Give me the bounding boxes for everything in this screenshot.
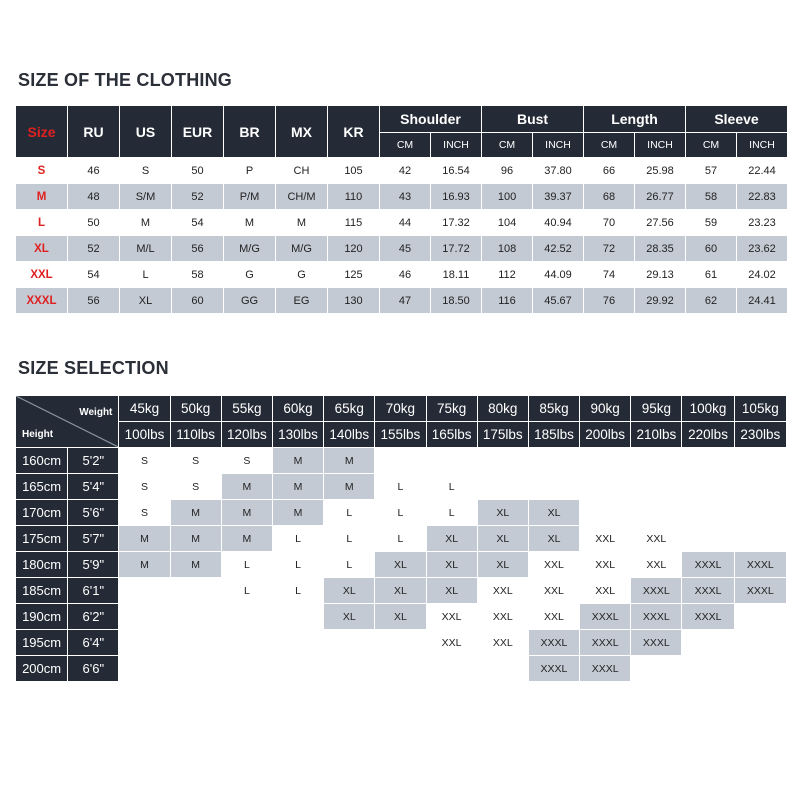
recommended-size-cell	[170, 604, 221, 630]
size-cell: 105	[328, 158, 380, 184]
recommended-size-cell: M	[170, 500, 221, 526]
recommended-size-cell	[734, 500, 786, 526]
weight-kg-header: 75kg	[426, 396, 477, 422]
size-cell: CH	[276, 158, 328, 184]
recommended-size-cell	[324, 656, 375, 682]
size-cell: M/G	[224, 236, 276, 262]
recommended-size-cell: XXL	[580, 552, 631, 578]
recommended-size-cell: XXXL	[734, 578, 786, 604]
recommended-size-cell	[734, 656, 786, 682]
recommended-size-cell	[119, 604, 170, 630]
recommended-size-cell: M	[119, 526, 170, 552]
weight-kg-header: 95kg	[631, 396, 682, 422]
recommended-size-cell: M	[324, 448, 375, 474]
header-shoulder: Shoulder	[380, 106, 482, 133]
height-cm-label: 200cm	[16, 656, 68, 682]
weight-lbs-header: 230lbs	[734, 422, 786, 448]
size-cell: 60	[686, 236, 737, 262]
height-row	[16, 500, 787, 526]
recommended-size-cell	[477, 474, 528, 500]
subheader-cm: CM	[686, 133, 737, 158]
recommended-size-cell	[119, 656, 170, 682]
weight-lbs-header: 185lbs	[528, 422, 579, 448]
header-us: US	[120, 106, 172, 158]
size-cell: 46	[68, 158, 120, 184]
recommended-size-cell	[221, 630, 272, 656]
recommended-size-cell: M	[272, 474, 323, 500]
size-cell: 54	[172, 210, 224, 236]
recommended-size-cell: XL	[528, 526, 579, 552]
recommended-size-cell: XXXL	[734, 552, 786, 578]
size-label: XL	[16, 236, 68, 262]
size-cell: M	[120, 210, 172, 236]
size-cell: 42.52	[533, 236, 584, 262]
recommended-size-cell: L	[324, 552, 375, 578]
recommended-size-cell	[682, 500, 734, 526]
recommended-size-cell: XL	[426, 526, 477, 552]
weight-lbs-header: 130lbs	[272, 422, 323, 448]
size-cell: 42	[380, 158, 431, 184]
subheader-cm: CM	[482, 133, 533, 158]
recommended-size-cell: L	[221, 578, 272, 604]
subheader-inch: INCH	[635, 133, 686, 158]
recommended-size-cell	[631, 448, 682, 474]
recommended-size-cell: M	[221, 500, 272, 526]
recommended-size-cell	[734, 630, 786, 656]
size-cell: 62	[686, 288, 737, 314]
weight-kg-header: 80kg	[477, 396, 528, 422]
size-cell: 125	[328, 262, 380, 288]
size-row	[16, 236, 788, 262]
size-cell: P/M	[224, 184, 276, 210]
size-cell: 116	[482, 288, 533, 314]
size-cell: S/M	[120, 184, 172, 210]
recommended-size-cell: S	[170, 448, 221, 474]
size-cell: 45.67	[533, 288, 584, 314]
size-cell: 50	[68, 210, 120, 236]
clothing-size-title: SIZE OF THE CLOTHING	[18, 70, 232, 90]
weight-lbs-header: 220lbs	[682, 422, 734, 448]
recommended-size-cell: XXL	[631, 526, 682, 552]
recommended-size-cell	[375, 448, 426, 474]
size-cell: 45	[380, 236, 431, 262]
recommended-size-cell: XL	[477, 526, 528, 552]
recommended-size-cell	[170, 656, 221, 682]
recommended-size-cell: M	[119, 552, 170, 578]
size-cell: 47	[380, 288, 431, 314]
height-row	[16, 578, 787, 604]
size-cell: 72	[584, 236, 635, 262]
weight-kg-header: 70kg	[375, 396, 426, 422]
recommended-size-cell	[170, 630, 221, 656]
size-cell: 57	[686, 158, 737, 184]
size-selection-table	[15, 395, 787, 682]
subheader-cm: CM	[380, 133, 431, 158]
size-cell: 112	[482, 262, 533, 288]
size-cell: M	[276, 210, 328, 236]
recommended-size-cell: XXL	[580, 526, 631, 552]
recommended-size-cell: L	[426, 474, 477, 500]
size-cell: 130	[328, 288, 380, 314]
recommended-size-cell	[272, 656, 323, 682]
height-row	[16, 604, 787, 630]
recommended-size-cell: XXL	[528, 578, 579, 604]
size-cell: GG	[224, 288, 276, 314]
recommended-size-cell: M	[170, 552, 221, 578]
recommended-size-cell	[682, 630, 734, 656]
size-selection-rows	[16, 448, 787, 682]
recommended-size-cell: XXXL	[528, 630, 579, 656]
recommended-size-cell: M	[221, 526, 272, 552]
recommended-size-cell: S	[221, 448, 272, 474]
weight-lbs-header: 120lbs	[221, 422, 272, 448]
recommended-size-cell	[119, 578, 170, 604]
header-length: Length	[584, 106, 686, 133]
size-cell: 39.37	[533, 184, 584, 210]
recommended-size-cell: XL	[477, 500, 528, 526]
weight-lbs-header: 155lbs	[375, 422, 426, 448]
header-ru: RU	[68, 106, 120, 158]
subheader-inch: INCH	[431, 133, 482, 158]
recommended-size-cell	[221, 656, 272, 682]
recommended-size-cell: M	[272, 500, 323, 526]
recommended-size-cell	[272, 604, 323, 630]
size-cell: 25.98	[635, 158, 686, 184]
recommended-size-cell: XL	[375, 552, 426, 578]
subheader-inch: INCH	[737, 133, 788, 158]
size-cell: 68	[584, 184, 635, 210]
recommended-size-cell: L	[426, 500, 477, 526]
recommended-size-cell	[682, 526, 734, 552]
header-size: Size	[16, 106, 68, 158]
recommended-size-cell	[528, 474, 579, 500]
weight-kg-header: 65kg	[324, 396, 375, 422]
size-cell: G	[224, 262, 276, 288]
size-cell: 66	[584, 158, 635, 184]
recommended-size-cell: XXXL	[682, 578, 734, 604]
size-cell: 23.62	[737, 236, 788, 262]
height-cm-label: 165cm	[16, 474, 68, 500]
height-label: Height	[22, 429, 54, 440]
height-cm-label: 170cm	[16, 500, 68, 526]
height-row	[16, 656, 787, 682]
recommended-size-cell: S	[119, 474, 170, 500]
recommended-size-cell	[682, 448, 734, 474]
recommended-size-cell: XXXL	[682, 552, 734, 578]
recommended-size-cell	[580, 474, 631, 500]
subheader-inch: INCH	[533, 133, 584, 158]
size-row	[16, 210, 788, 236]
height-ft-label: 6'6"	[68, 656, 119, 682]
recommended-size-cell	[272, 630, 323, 656]
size-cell: M	[224, 210, 276, 236]
weight-kg-header: 100kg	[682, 396, 734, 422]
size-cell: 16.54	[431, 158, 482, 184]
height-cm-label: 185cm	[16, 578, 68, 604]
clothing-size-rows	[16, 158, 788, 314]
size-cell: 54	[68, 262, 120, 288]
size-label: XXL	[16, 262, 68, 288]
weight-lbs-header: 200lbs	[580, 422, 631, 448]
size-cell: 60	[172, 288, 224, 314]
height-row	[16, 474, 787, 500]
recommended-size-cell	[477, 448, 528, 474]
size-cell: 52	[68, 236, 120, 262]
recommended-size-cell: XXXL	[580, 630, 631, 656]
size-cell: 110	[328, 184, 380, 210]
size-selection-title: SIZE SELECTION	[18, 358, 169, 378]
size-label: L	[16, 210, 68, 236]
recommended-size-cell: L	[272, 526, 323, 552]
weight-lbs-header: 165lbs	[426, 422, 477, 448]
height-ft-label: 5'9"	[68, 552, 119, 578]
recommended-size-cell: M	[324, 474, 375, 500]
size-cell: 56	[68, 288, 120, 314]
size-cell: 26.77	[635, 184, 686, 210]
size-row	[16, 262, 788, 288]
recommended-size-cell: L	[324, 500, 375, 526]
size-cell: 104	[482, 210, 533, 236]
size-cell: 56	[172, 236, 224, 262]
recommended-size-cell	[119, 630, 170, 656]
weight-kg-header: 105kg	[734, 396, 786, 422]
size-cell: 22.83	[737, 184, 788, 210]
weight-label: Weight	[79, 407, 113, 418]
recommended-size-cell: XL	[477, 552, 528, 578]
height-cm-label: 195cm	[16, 630, 68, 656]
height-row	[16, 526, 787, 552]
height-ft-label: 6'2"	[68, 604, 119, 630]
recommended-size-cell: XL	[426, 552, 477, 578]
height-ft-label: 5'4"	[68, 474, 119, 500]
recommended-size-cell	[324, 630, 375, 656]
size-cell: 29.92	[635, 288, 686, 314]
height-cm-label: 180cm	[16, 552, 68, 578]
size-cell: M/G	[276, 236, 328, 262]
recommended-size-cell: L	[375, 526, 426, 552]
clothing-size-table	[15, 105, 788, 314]
header-kr: KR	[328, 106, 380, 158]
size-cell: 58	[686, 184, 737, 210]
size-cell: 44	[380, 210, 431, 236]
size-cell: 108	[482, 236, 533, 262]
size-cell: 74	[584, 262, 635, 288]
recommended-size-cell	[477, 656, 528, 682]
size-cell: 61	[686, 262, 737, 288]
recommended-size-cell: L	[272, 578, 323, 604]
size-cell: 70	[584, 210, 635, 236]
size-cell: 37.80	[533, 158, 584, 184]
recommended-size-cell: M	[170, 526, 221, 552]
header-br: BR	[224, 106, 276, 158]
header-eur: EUR	[172, 106, 224, 158]
size-cell: 48	[68, 184, 120, 210]
subheader-cm: CM	[584, 133, 635, 158]
size-cell: 16.93	[431, 184, 482, 210]
size-cell: 22.44	[737, 158, 788, 184]
recommended-size-cell	[375, 656, 426, 682]
recommended-size-cell	[631, 474, 682, 500]
recommended-size-cell: XXL	[426, 630, 477, 656]
size-cell: 29.13	[635, 262, 686, 288]
height-cm-label: 190cm	[16, 604, 68, 630]
size-label: S	[16, 158, 68, 184]
recommended-size-cell: XXL	[580, 578, 631, 604]
weight-lbs-header: 175lbs	[477, 422, 528, 448]
recommended-size-cell: L	[375, 500, 426, 526]
recommended-size-cell	[426, 656, 477, 682]
recommended-size-cell: XXXL	[528, 656, 579, 682]
size-cell: 24.41	[737, 288, 788, 314]
size-cell: 46	[380, 262, 431, 288]
weight-lbs-header: 140lbs	[324, 422, 375, 448]
recommended-size-cell	[631, 656, 682, 682]
size-cell: L	[120, 262, 172, 288]
size-cell: EG	[276, 288, 328, 314]
recommended-size-cell: XXXL	[631, 604, 682, 630]
recommended-size-cell: XL	[375, 604, 426, 630]
height-ft-label: 5'7"	[68, 526, 119, 552]
recommended-size-cell: XL	[426, 578, 477, 604]
recommended-size-cell: XXL	[631, 552, 682, 578]
size-label: XXXL	[16, 288, 68, 314]
size-cell: 50	[172, 158, 224, 184]
recommended-size-cell	[734, 526, 786, 552]
recommended-size-cell	[580, 448, 631, 474]
recommended-size-cell	[580, 500, 631, 526]
height-cm-label: 160cm	[16, 448, 68, 474]
size-cell: 58	[172, 262, 224, 288]
recommended-size-cell: S	[170, 474, 221, 500]
height-ft-label: 6'1"	[68, 578, 119, 604]
recommended-size-cell: XXXL	[631, 578, 682, 604]
size-cell: 18.50	[431, 288, 482, 314]
recommended-size-cell: L	[272, 552, 323, 578]
size-cell: XL	[120, 288, 172, 314]
header-mx: MX	[276, 106, 328, 158]
size-row	[16, 184, 788, 210]
size-cell: 17.32	[431, 210, 482, 236]
recommended-size-cell: XXL	[528, 552, 579, 578]
recommended-size-cell: XL	[375, 578, 426, 604]
recommended-size-cell: L	[221, 552, 272, 578]
size-cell: 120	[328, 236, 380, 262]
size-cell: 27.56	[635, 210, 686, 236]
weight-kg-header: 60kg	[272, 396, 323, 422]
height-row	[16, 630, 787, 656]
recommended-size-cell	[375, 630, 426, 656]
recommended-size-cell	[426, 448, 477, 474]
header-sleeve: Sleeve	[686, 106, 788, 133]
size-cell: 28.35	[635, 236, 686, 262]
recommended-size-cell: XXL	[528, 604, 579, 630]
height-row	[16, 448, 787, 474]
size-cell: G	[276, 262, 328, 288]
recommended-size-cell: XXXL	[631, 630, 682, 656]
recommended-size-cell: XL	[324, 604, 375, 630]
recommended-size-cell: XXL	[477, 630, 528, 656]
recommended-size-cell: S	[119, 448, 170, 474]
size-cell: 52	[172, 184, 224, 210]
size-label: M	[16, 184, 68, 210]
size-cell: 23.23	[737, 210, 788, 236]
height-row	[16, 552, 787, 578]
size-cell: S	[120, 158, 172, 184]
size-cell: M/L	[120, 236, 172, 262]
size-cell: 115	[328, 210, 380, 236]
size-cell: 18.11	[431, 262, 482, 288]
size-cell: 40.94	[533, 210, 584, 236]
recommended-size-cell	[682, 474, 734, 500]
recommended-size-cell: M	[221, 474, 272, 500]
recommended-size-cell: S	[119, 500, 170, 526]
height-ft-label: 5'6"	[68, 500, 119, 526]
recommended-size-cell: M	[272, 448, 323, 474]
size-cell: 24.02	[737, 262, 788, 288]
size-cell: 17.72	[431, 236, 482, 262]
recommended-size-cell	[221, 604, 272, 630]
recommended-size-cell	[734, 604, 786, 630]
recommended-size-cell: XXL	[426, 604, 477, 630]
recommended-size-cell: XXXL	[580, 604, 631, 630]
size-cell: 100	[482, 184, 533, 210]
size-cell: CH/M	[276, 184, 328, 210]
size-cell: P	[224, 158, 276, 184]
size-cell: 76	[584, 288, 635, 314]
height-ft-label: 5'2"	[68, 448, 119, 474]
recommended-size-cell: L	[375, 474, 426, 500]
recommended-size-cell	[734, 474, 786, 500]
size-row	[16, 158, 788, 184]
weight-lbs-header: 100lbs	[119, 422, 170, 448]
weight-kg-header: 55kg	[221, 396, 272, 422]
weight-lbs-header: 210lbs	[631, 422, 682, 448]
recommended-size-cell	[528, 448, 579, 474]
recommended-size-cell	[682, 656, 734, 682]
recommended-size-cell	[170, 578, 221, 604]
weight-height-corner	[16, 396, 119, 448]
size-cell: 43	[380, 184, 431, 210]
height-cm-label: 175cm	[16, 526, 68, 552]
header-bust: Bust	[482, 106, 584, 133]
size-cell: 96	[482, 158, 533, 184]
recommended-size-cell: XXL	[477, 604, 528, 630]
weight-kg-header: 90kg	[580, 396, 631, 422]
height-ft-label: 6'4"	[68, 630, 119, 656]
recommended-size-cell: XXL	[477, 578, 528, 604]
weight-lbs-header: 110lbs	[170, 422, 221, 448]
weight-kg-header: 45kg	[119, 396, 170, 422]
size-cell: 59	[686, 210, 737, 236]
size-row	[16, 288, 788, 314]
recommended-size-cell: XL	[324, 578, 375, 604]
recommended-size-cell	[734, 448, 786, 474]
recommended-size-cell: XL	[528, 500, 579, 526]
recommended-size-cell	[631, 500, 682, 526]
recommended-size-cell: XXXL	[580, 656, 631, 682]
recommended-size-cell: XXXL	[682, 604, 734, 630]
weight-kg-header: 50kg	[170, 396, 221, 422]
recommended-size-cell: L	[324, 526, 375, 552]
weight-kg-header: 85kg	[528, 396, 579, 422]
size-cell: 44.09	[533, 262, 584, 288]
